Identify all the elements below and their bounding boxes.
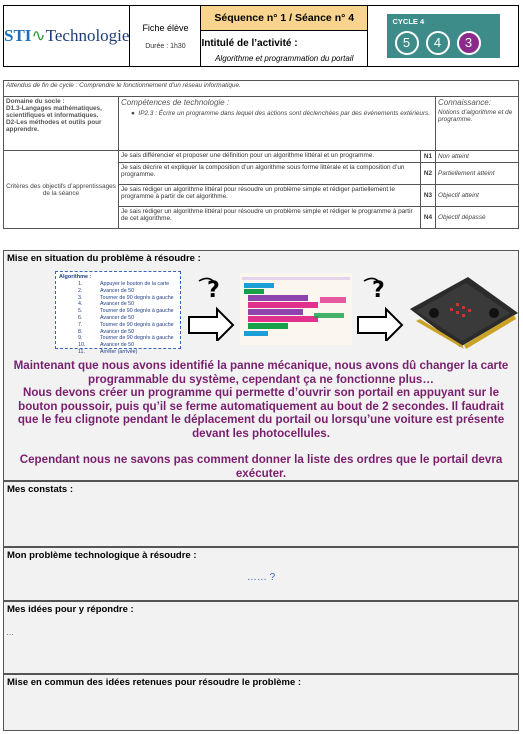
arrow-question-icon-2 xyxy=(354,275,406,341)
logo-sti-text: STI xyxy=(4,26,32,45)
arrow-question-icon xyxy=(185,275,237,341)
intitule-cell xyxy=(201,31,368,67)
algorithm-step-number: 7. xyxy=(78,321,83,328)
algorithm-title: Algorithme : xyxy=(59,274,92,280)
cycle-cell xyxy=(368,6,519,67)
bullet-icon: ● xyxy=(131,110,139,117)
level-label-n2: Partiellement atteint xyxy=(436,163,519,185)
algorithm-step-number: 5. xyxy=(78,308,83,315)
algorithm-step-number: 9. xyxy=(78,335,83,342)
intitule-value: Algorithme et programmation du portail xyxy=(215,54,354,63)
algorithm-step-text: Tourner de 90 degrés à gauche xyxy=(100,321,174,328)
attendus-text: Attendus de fin de cycle : Comprendre le fonctionnement d’un réseau informatique. xyxy=(4,81,519,97)
cycle-level-3-active: 3 xyxy=(457,31,481,55)
level-code-n4: N4 xyxy=(421,207,436,229)
algorithm-list xyxy=(78,281,174,356)
block-program-image xyxy=(240,273,352,345)
constats-title: Mes constats : xyxy=(7,484,73,495)
algorithm-step-text: Appuyer le bouton de la carte xyxy=(100,281,170,287)
probleme-section[interactable] xyxy=(3,547,519,601)
cycle-level-4: 4 xyxy=(426,31,450,55)
header-table xyxy=(3,5,519,67)
competence-item xyxy=(121,110,433,117)
mise-paragraph-1: Maintenant que nous avons identifié la panne mécanique, nous avons dû changer la carte programmable du système, cependant ça ne fonctionne plus… xyxy=(13,359,509,386)
wave-icon: ∿ xyxy=(31,26,46,45)
mise-paragraph-3: Cependant nous ne savons pas comment donner la liste des ordres que le portail devra exécuter. xyxy=(19,453,503,480)
algorithm-step xyxy=(78,329,174,336)
fiche-label: Fiche élève xyxy=(142,22,189,33)
level-text-n1: Je sais différencier et proposer une définition pour un algorithme littéral et un programme. xyxy=(119,151,421,163)
algorithm-step-text: Tourner de 90 degrés à gauche xyxy=(100,294,174,301)
algorithm-step-text: Tourner de 90 degrés à gauche xyxy=(100,335,174,342)
connaissances-text: Notions d’algorithme et de programme. xyxy=(438,109,513,123)
mise-title: Mise en situation du problème à résoudre : xyxy=(7,253,201,264)
level-label-n1: Non atteint xyxy=(436,151,519,163)
fiche-cell xyxy=(130,6,201,67)
algorithm-step xyxy=(78,349,174,356)
competences-cell xyxy=(119,97,436,151)
algorithm-step xyxy=(78,322,174,329)
domaine-cell xyxy=(4,97,119,151)
level-text-n3: Je sais rédiger un algorithme littéral pour résoudre un problème simple et rédiger partiellement le programme à partir de cet algorithme. xyxy=(119,185,421,207)
svg-text:?: ? xyxy=(372,278,385,303)
mise-paragraph-2: Nous devons créer un programme qui permette d’ouvrir son portail en appuyant sur le bouton poussoir, puis qu’il se ferme automatiquement au bout de 2 secondes. Il faudrait que le feu clignote pendant le déplacement du portail ou lorsqu’une voiture est présente devant les photocellules. xyxy=(17,386,505,440)
algorithm-step-number: 3. xyxy=(78,294,83,301)
algorithm-step-text: Arrêter (arrivée) xyxy=(100,348,138,355)
domaine-line-2: D2-Les méthodes et outils pour apprendre. xyxy=(6,119,102,133)
domaine-title: Domaine du socle : xyxy=(6,98,65,105)
cycle-level-5: 5 xyxy=(395,31,419,55)
algorithm-step-number: 2. xyxy=(78,287,83,294)
algorithm-step-number: 8. xyxy=(78,328,83,335)
idees-hint: … xyxy=(6,628,14,637)
algorithm-step-text: Avancer de 50 xyxy=(100,314,135,321)
algorithm-step xyxy=(78,288,174,295)
probleme-title: Mon problème technologique à résoudre : xyxy=(7,550,197,561)
level-code-n3: N3 xyxy=(421,185,436,207)
mise-en-situation-section xyxy=(3,250,519,481)
level-code-n1: N1 xyxy=(421,151,436,163)
algorithm-step xyxy=(78,301,174,308)
constats-section[interactable] xyxy=(3,481,519,547)
algorithm-step-number: 1. xyxy=(78,281,83,287)
algorithm-step-text: Avancer de 50 xyxy=(100,342,135,349)
duree-label: Durée : 1h30 xyxy=(145,42,186,50)
connaissances-title: Connaissance: xyxy=(438,98,491,107)
cycle-label: CYCLE 4 xyxy=(392,17,425,26)
algorithm-step-text: Avancer de 50 xyxy=(100,328,135,335)
probleme-hint: …… ? xyxy=(246,572,276,583)
algorithm-step-text: Avancer de 50 xyxy=(100,301,135,308)
domaine-line-1: D1.3-Langages mathématiques, scientifiques et informatiques. xyxy=(6,105,102,119)
level-label-n3: Objectif atteint xyxy=(436,185,519,207)
logo-cell xyxy=(4,6,130,67)
sequence-cell: Séquence n° 1 / Séance n° 4 xyxy=(201,6,368,31)
intitule-label: Intitulé de l’activité : xyxy=(201,38,298,49)
competences-title: Compétences de technologie : xyxy=(121,98,230,107)
algorithm-step-number: 10. xyxy=(78,342,86,349)
algorithm-step xyxy=(78,342,174,349)
algorithm-step xyxy=(78,308,174,315)
idees-title: Mes idées pour y répondre : xyxy=(7,604,134,615)
algorithm-step-number: 4. xyxy=(78,301,83,308)
algorithm-step-text: Avancer de 50 xyxy=(100,287,135,294)
connaissances-cell xyxy=(436,97,519,151)
commun-title: Mise en commun des idées retenues pour résoudre le problème : xyxy=(7,677,302,688)
algorithm-step xyxy=(78,295,174,302)
algorithm-step xyxy=(78,281,174,288)
algorithm-step xyxy=(78,335,174,342)
idees-section[interactable] xyxy=(3,601,519,674)
sti-logo xyxy=(4,26,129,46)
algorithm-box xyxy=(55,271,181,355)
algorithm-step xyxy=(78,315,174,322)
algorithm-step-text: Tourner de 90 degrés à gauche xyxy=(100,308,174,315)
objectives-table xyxy=(3,80,519,229)
level-code-n2: N2 xyxy=(421,163,436,185)
level-text-n4: Je sais rédiger un algorithme littéral pour résoudre un problème simple et rédiger le programme à partir de cet algorithme. xyxy=(119,207,421,229)
cycle-badge xyxy=(387,14,500,58)
level-text-n2: Je sais décrire et expliquer la composition d’un algorithme sous forme littérale et la composition d’un programme. xyxy=(119,163,421,185)
competence-text: IP2.3 : Écrire un programme dans lequel des actions sont déclenchées par des événements extérieurs. xyxy=(138,110,431,117)
algorithm-step-number: 11. xyxy=(78,348,85,355)
criteres-cell: Critères des objectifs d’apprentissages de la séance xyxy=(4,151,119,229)
logo-technologie-text: Technologie xyxy=(45,26,130,45)
algorithm-step-number: 6. xyxy=(78,314,83,321)
svg-text:?: ? xyxy=(207,278,220,303)
mise-description xyxy=(8,359,514,480)
level-label-n4: Objectif dépassé xyxy=(436,207,519,229)
mise-en-commun-section[interactable] xyxy=(3,674,519,731)
microbit-board-image xyxy=(406,273,520,349)
